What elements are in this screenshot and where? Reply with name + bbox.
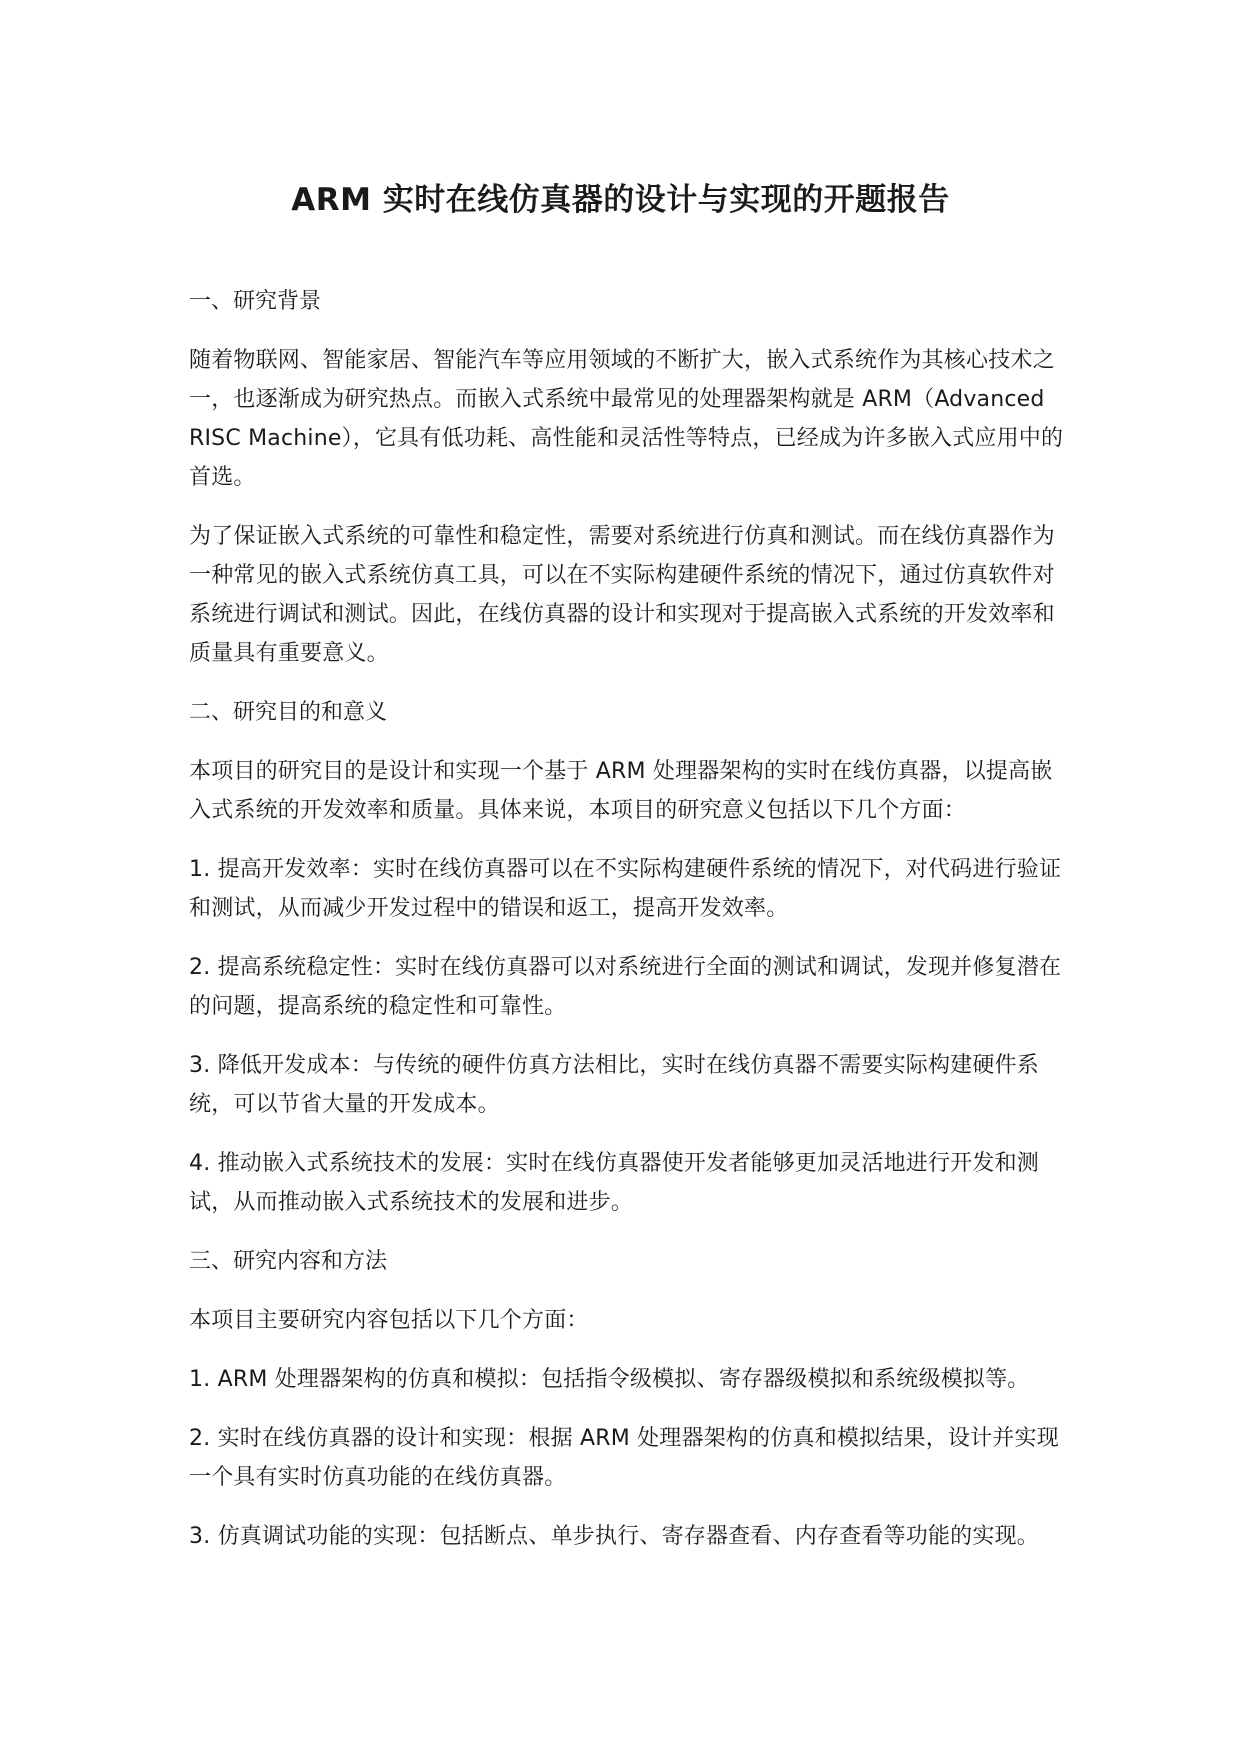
paragraph: 本项目的研究目的是设计和实现一个基于 ARM 处理器架构的实时在线仿真器，以提高嵌入式系统的开发效率和质量。具体来说，本项目的研究意义包括以下几个方面： [189, 759, 1053, 823]
list-item: 3. 降低开发成本：与传统的硬件仿真方法相比，实时在线仿真器不需要实际构建硬件系统，可以节省大量的开发成本。 [189, 1053, 1039, 1117]
list-item: 3. 仿真调试功能的实现：包括断点、单步执行、寄存器查看、内存查看等功能的实现。 [189, 1524, 1039, 1549]
list-item: 2. 提高系统稳定性：实时在线仿真器可以对系统进行全面的测试和调试，发现并修复潜在的问题，提高系统的稳定性和可靠性。 [189, 955, 1062, 1019]
paragraph: 为了保证嵌入式系统的可靠性和稳定性，需要对系统进行仿真和测试。而在线仿真器作为一种常见的嵌入式系统仿真工具，可以在不实际构建硬件系统的情况下，通过仿真软件对系统进行调试和测试。因此，在线仿真器的设计和实现对于提高嵌入式系统的开发效率和质量具有重要意义。 [189, 524, 1055, 666]
section-heading: 一、研究背景 [189, 289, 322, 314]
section-heading: 二、研究目的和意义 [189, 700, 388, 725]
list-item: 1. 提高开发效率：实时在线仿真器可以在不实际构建硬件系统的情况下，对代码进行验证和测试，从而减少开发过程中的错误和返工，提高开发效率。 [189, 857, 1062, 921]
paragraph: 本项目主要研究内容包括以下几个方面： [189, 1308, 589, 1333]
list-item: 1. ARM 处理器架构的仿真和模拟：包括指令级模拟、寄存器级模拟和系统级模拟等。 [189, 1367, 1030, 1392]
list-item: 2. 实时在线仿真器的设计和实现：根据 ARM 处理器架构的仿真和模拟结果，设计并实现一个具有实时仿真功能的在线仿真器。 [189, 1426, 1059, 1490]
document-title: ARM 实时在线仿真器的设计与实现的开题报告 [291, 182, 950, 218]
document-body [189, 282, 1069, 1576]
paragraph: 随着物联网、智能家居、智能汽车等应用领域的不断扩大，嵌入式系统作为其核心技术之一，也逐渐成为研究热点。而嵌入式系统中最常见的处理器架构就是 ARM（Advanced RISC Machine），它具有低功耗、高性能和灵活性等特点，已经成为许多嵌入式应用中的首选。 [189, 348, 1064, 490]
section-heading: 三、研究内容和方法 [189, 1249, 388, 1274]
list-item: 4. 推动嵌入式系统技术的发展：实时在线仿真器使开发者能够更加灵活地进行开发和测试，从而推动嵌入式系统技术的发展和进步。 [189, 1151, 1039, 1215]
